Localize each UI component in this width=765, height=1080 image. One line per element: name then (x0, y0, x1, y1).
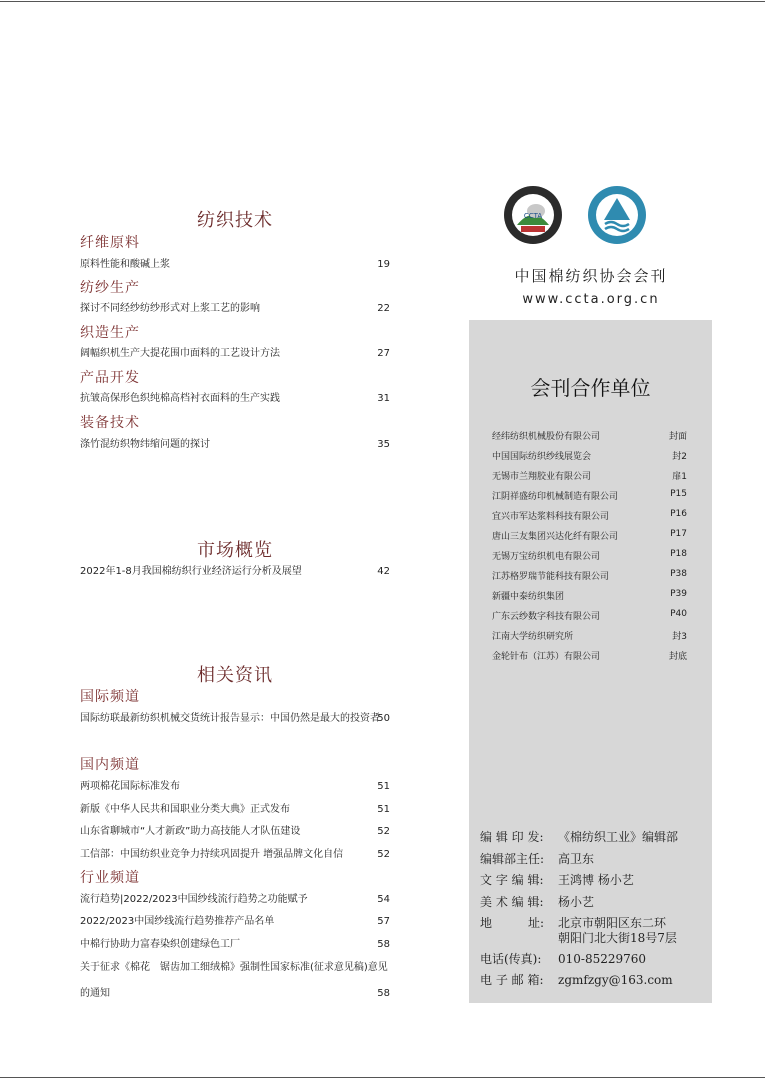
editorial-text-editors: 文 字 编 辑: 王鸿博 杨小艺 (480, 873, 634, 887)
toc-entry[interactable]: 抗皱高保形色织纯棉高档衬衣面料的生产实践 31 (80, 393, 390, 404)
partner-item[interactable]: 金轮针布（江苏）有限公司 封底 (492, 652, 687, 662)
category-weaving: 织造生产 (80, 325, 140, 341)
bottom-rule (0, 1077, 765, 1078)
toc-entry[interactable]: 新版《中华人民共和国职业分类大典》正式发布 51 (80, 804, 390, 815)
toc-entry[interactable]: 山东省聊城市“人才新政”助力高技能人才队伍建设 52 (80, 826, 390, 837)
ccta-logo (503, 185, 563, 245)
partners-title: 会刊合作单位 (530, 376, 651, 400)
top-rule (0, 1, 765, 2)
toc-entry[interactable]: 工信部：中国纺织业竞争力持续巩固提升 增强品牌文化自信 52 (80, 849, 390, 860)
editorial-address-line2: 朝阳门北大街18号7层 (558, 931, 677, 945)
jiangnan-logo (587, 185, 647, 245)
toc-entry[interactable]: 中棉行协助力富春染织创建绿色工厂 58 (80, 939, 390, 950)
editorial-publisher: 编 辑 印 发: 《棉纺织工业》编辑部 (480, 830, 679, 844)
category-product-dev: 产品开发 (80, 370, 140, 386)
brand-url[interactable]: www.ccta.org.cn (522, 292, 660, 307)
partner-item[interactable]: 宜兴市军达浆料科技有限公司 P16 (492, 509, 687, 522)
section-title-market: 市场概览 (197, 540, 273, 561)
editorial-email[interactable]: 电 子 邮 箱: zgmfzgy@163.com (480, 973, 673, 987)
partner-item[interactable]: 经纬纺织机械股份有限公司 封面 (492, 432, 687, 442)
toc-entry[interactable]: 原料性能和酸碱上浆 19 (80, 259, 390, 270)
partner-item[interactable]: 江阴祥盛纺印机械制造有限公司 P15 (492, 489, 687, 502)
editorial-art-editor: 美 术 编 辑: 杨小艺 (480, 895, 595, 909)
toc-entry[interactable]: 两项棉花国际标准发布 51 (80, 781, 390, 792)
category-domestic: 国内频道 (80, 757, 140, 773)
svg-text:CCTA: CCTA (523, 212, 543, 220)
partner-item[interactable]: 中国国际纺织纱线展览会 封2 (492, 452, 687, 462)
partner-item[interactable]: 江苏格罗瑞节能科技有限公司 P38 (492, 569, 687, 582)
toc-entry[interactable]: 2022/2023中国纱线流行趋势推荐产品名单 57 (80, 916, 390, 927)
partner-item[interactable]: 江南大学纺织研究所 封3 (492, 632, 687, 642)
partner-item[interactable]: 广东云纱数字科技有限公司 P40 (492, 609, 687, 622)
category-fiber: 纤维原料 (80, 235, 140, 251)
partner-item[interactable]: 唐山三友集团兴达化纤有限公司 P17 (492, 529, 687, 542)
partner-item[interactable]: 无锡万宝纺织机电有限公司 P18 (492, 549, 687, 562)
partner-item[interactable]: 新疆中泰纺织集团 P39 (492, 589, 687, 602)
category-international: 国际频道 (80, 689, 140, 705)
category-spinning: 纺纱生产 (80, 280, 140, 296)
section-title-news: 相关资讯 (197, 665, 273, 686)
toc-entry[interactable]: 涤竹混纺织物纬缩问题的探讨 35 (80, 439, 390, 450)
toc-entry[interactable]: 2022年1-8月我国棉纺织行业经济运行分析及展望 42 (80, 566, 390, 577)
toc-entry[interactable]: 流行趋势|2022/2023中国纱线流行趋势之功能赋予 54 (80, 894, 390, 905)
toc-entry[interactable]: 阔幅织机生产大提花围巾面料的工艺设计方法 27 (80, 348, 390, 359)
category-industry: 行业频道 (80, 870, 140, 886)
editorial-director: 编辑部主任: 高卫东 (480, 852, 595, 866)
section-title-textile-tech: 纺织技术 (197, 210, 273, 231)
partners-panel (469, 320, 712, 1003)
logo-group (503, 185, 653, 249)
toc-entry[interactable]: 关于征求《棉花 锯齿加工细绒棉》强制性国家标准(征求意见稿)意见的通知 58 (80, 962, 390, 999)
brand-title: 中国棉纺织协会会刊 (514, 267, 668, 285)
editorial-address: 地 址: 北京市朝阳区东二环 (480, 916, 667, 930)
toc-entry[interactable]: 探讨不同经纱纺纱形式对上浆工艺的影响 22 (80, 303, 390, 314)
toc-entry[interactable]: 国际纺联最新纺织机械交货统计报告显示：中国仍然是最大的投资者 50 (80, 713, 390, 724)
category-equipment: 装备技术 (80, 415, 140, 431)
partner-item[interactable]: 无锡市兰翔胶业有限公司 扉1 (492, 472, 687, 482)
editorial-phone: 电话(传真): 010-85229760 (480, 952, 647, 966)
